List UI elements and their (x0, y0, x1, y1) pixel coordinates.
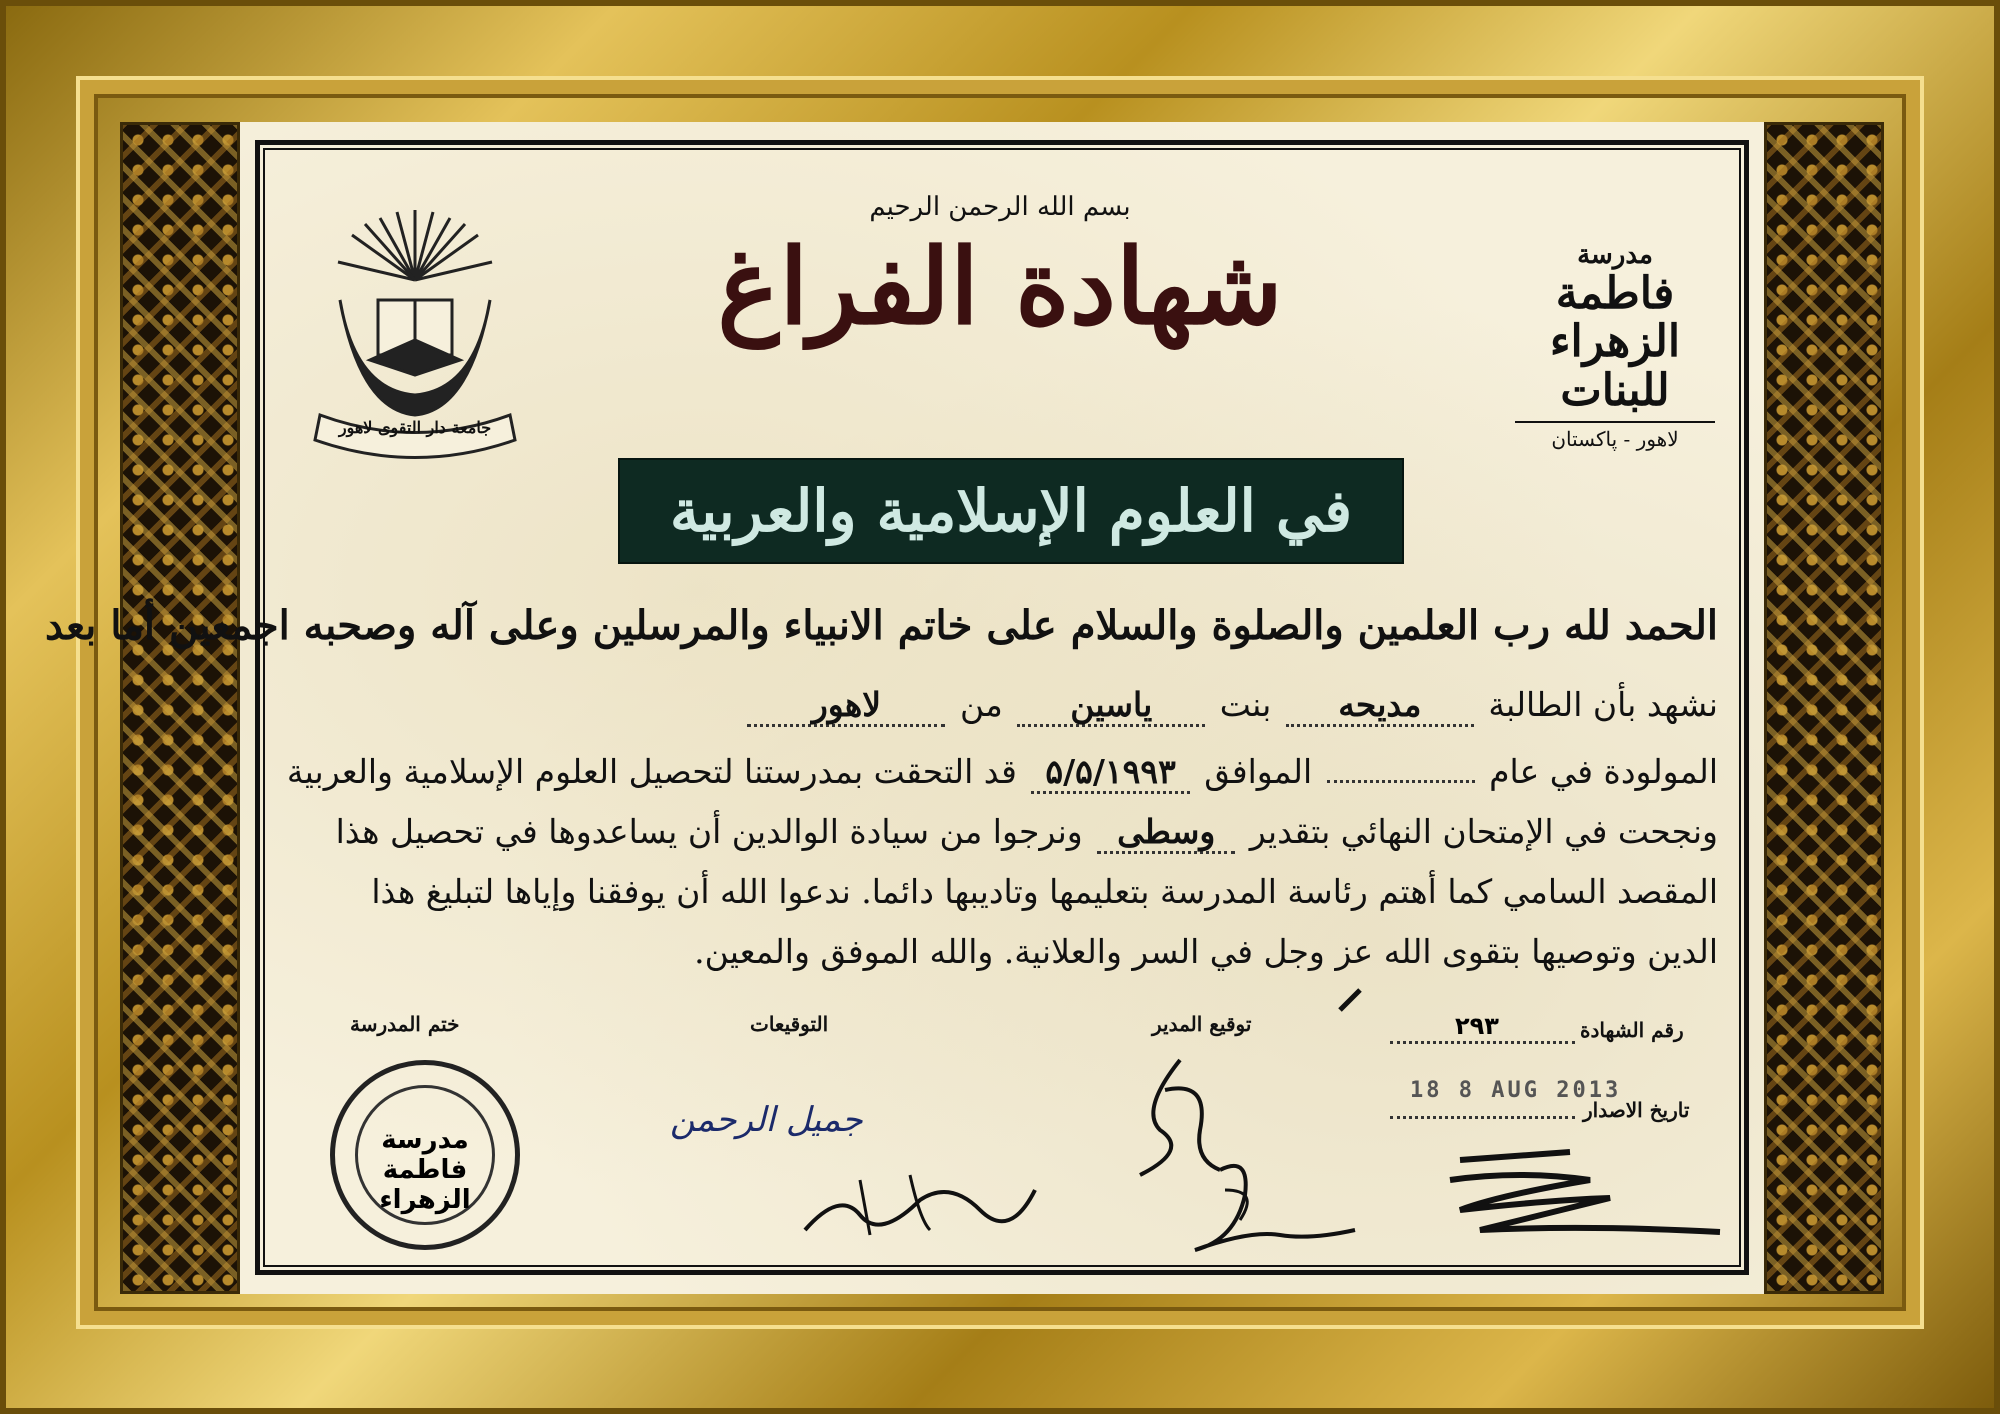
line2-muwafiq: الموافق (1204, 752, 1313, 791)
logo-line-4: لاهور - پاکستان (1515, 421, 1715, 451)
body-line-5: الدين وتوصيها بتقوى الله عز وجل في السر والعلانية. والله الموفق والمعين. (694, 932, 1718, 971)
certificate-number-label: رقم الشهادة (1580, 1018, 1684, 1042)
principal-signature-label: توقيع المدير (1152, 1012, 1252, 1036)
student-name: مديحه (1286, 685, 1474, 727)
line3-suffix: ونرجوا من سيادة الوالدين أن يساعدوها في تحصيل هذا (335, 812, 1083, 851)
body-line-4: المقصد السامي كما أهتم رئاسة المدرسة بتعليمها وتاديبها دائما. ندعوا الله أن يوفقنا وإياها لتبليغ هذا (371, 872, 1718, 911)
ink-mark (1335, 985, 1365, 1015)
body-line-3 (336, 812, 1718, 854)
signature-jamil-ur-rahman: جميل الرحمن (670, 1100, 863, 1140)
signatures-label: التوقيعات (750, 1012, 829, 1036)
subtitle-band (618, 458, 1404, 564)
university-emblem (300, 200, 530, 460)
bismillah: بسم الله الرحمن الرحيم (869, 192, 1131, 222)
school-seal (330, 1060, 520, 1250)
logo-line-2: فاطمة الزهراء (1549, 268, 1681, 368)
issue-date-label: تاريخ الاصدار (1583, 1098, 1690, 1122)
signature-2 (800, 1160, 1040, 1240)
certificate-number-line (1390, 1040, 1575, 1044)
issue-date-line (1390, 1115, 1575, 1119)
line3-prefix: ونجحت في الإمتحان النهائي بتقدير (1249, 812, 1718, 851)
logo-line-1: مدرسة (1577, 240, 1653, 270)
issue-date-stamp: 18 8 AUG 2013 (1410, 1078, 1622, 1103)
school-seal-label: ختم المدرسة (350, 1012, 460, 1036)
seal-text: مدرسة فاطمة الزهراء (379, 1125, 471, 1215)
emblem-caption: جامعة دار التقوى لاهور (338, 418, 492, 437)
father-name: ياسين (1017, 685, 1205, 727)
signature-4 (1190, 1150, 1360, 1260)
birth-year-field (1327, 780, 1475, 783)
body-line-2 (287, 752, 1718, 794)
certificate-title: شهادة الفراغ (717, 225, 1283, 348)
logo-line-3: للبنات (1560, 364, 1670, 416)
line1-bint: بنت (1219, 685, 1272, 724)
signature-5 (1440, 1140, 1740, 1240)
certificate-number: ۲۹۳ (1455, 1012, 1499, 1040)
birth-date: ۵/۵/۱۹۹۳ (1031, 752, 1189, 794)
school-logo (1515, 240, 1715, 470)
line1-prefix: نشهد بأن الطالبة (1488, 685, 1718, 724)
line2-prefix: المولودة في عام (1489, 752, 1718, 791)
grade: وسطى (1097, 812, 1235, 854)
hamd-line: الحمد لله رب العلمين والصلوة والسلام على خاتم الانبياء والمرسلين وعلى آله وصحبه اجمعين أما بعد (44, 602, 1718, 649)
body-line-1 (743, 685, 1718, 727)
certificate-subtitle: في العلوم الإسلامية والعربية (669, 477, 1353, 545)
ornamental-border-right (1764, 122, 1884, 1294)
line2-suffix: قد التحقت بمدرستنا لتحصيل العلوم الإسلامية والعربية (286, 752, 1017, 791)
city: لاهور (747, 685, 945, 727)
ornamental-border-left (120, 122, 240, 1294)
line1-min: من (959, 685, 1003, 724)
